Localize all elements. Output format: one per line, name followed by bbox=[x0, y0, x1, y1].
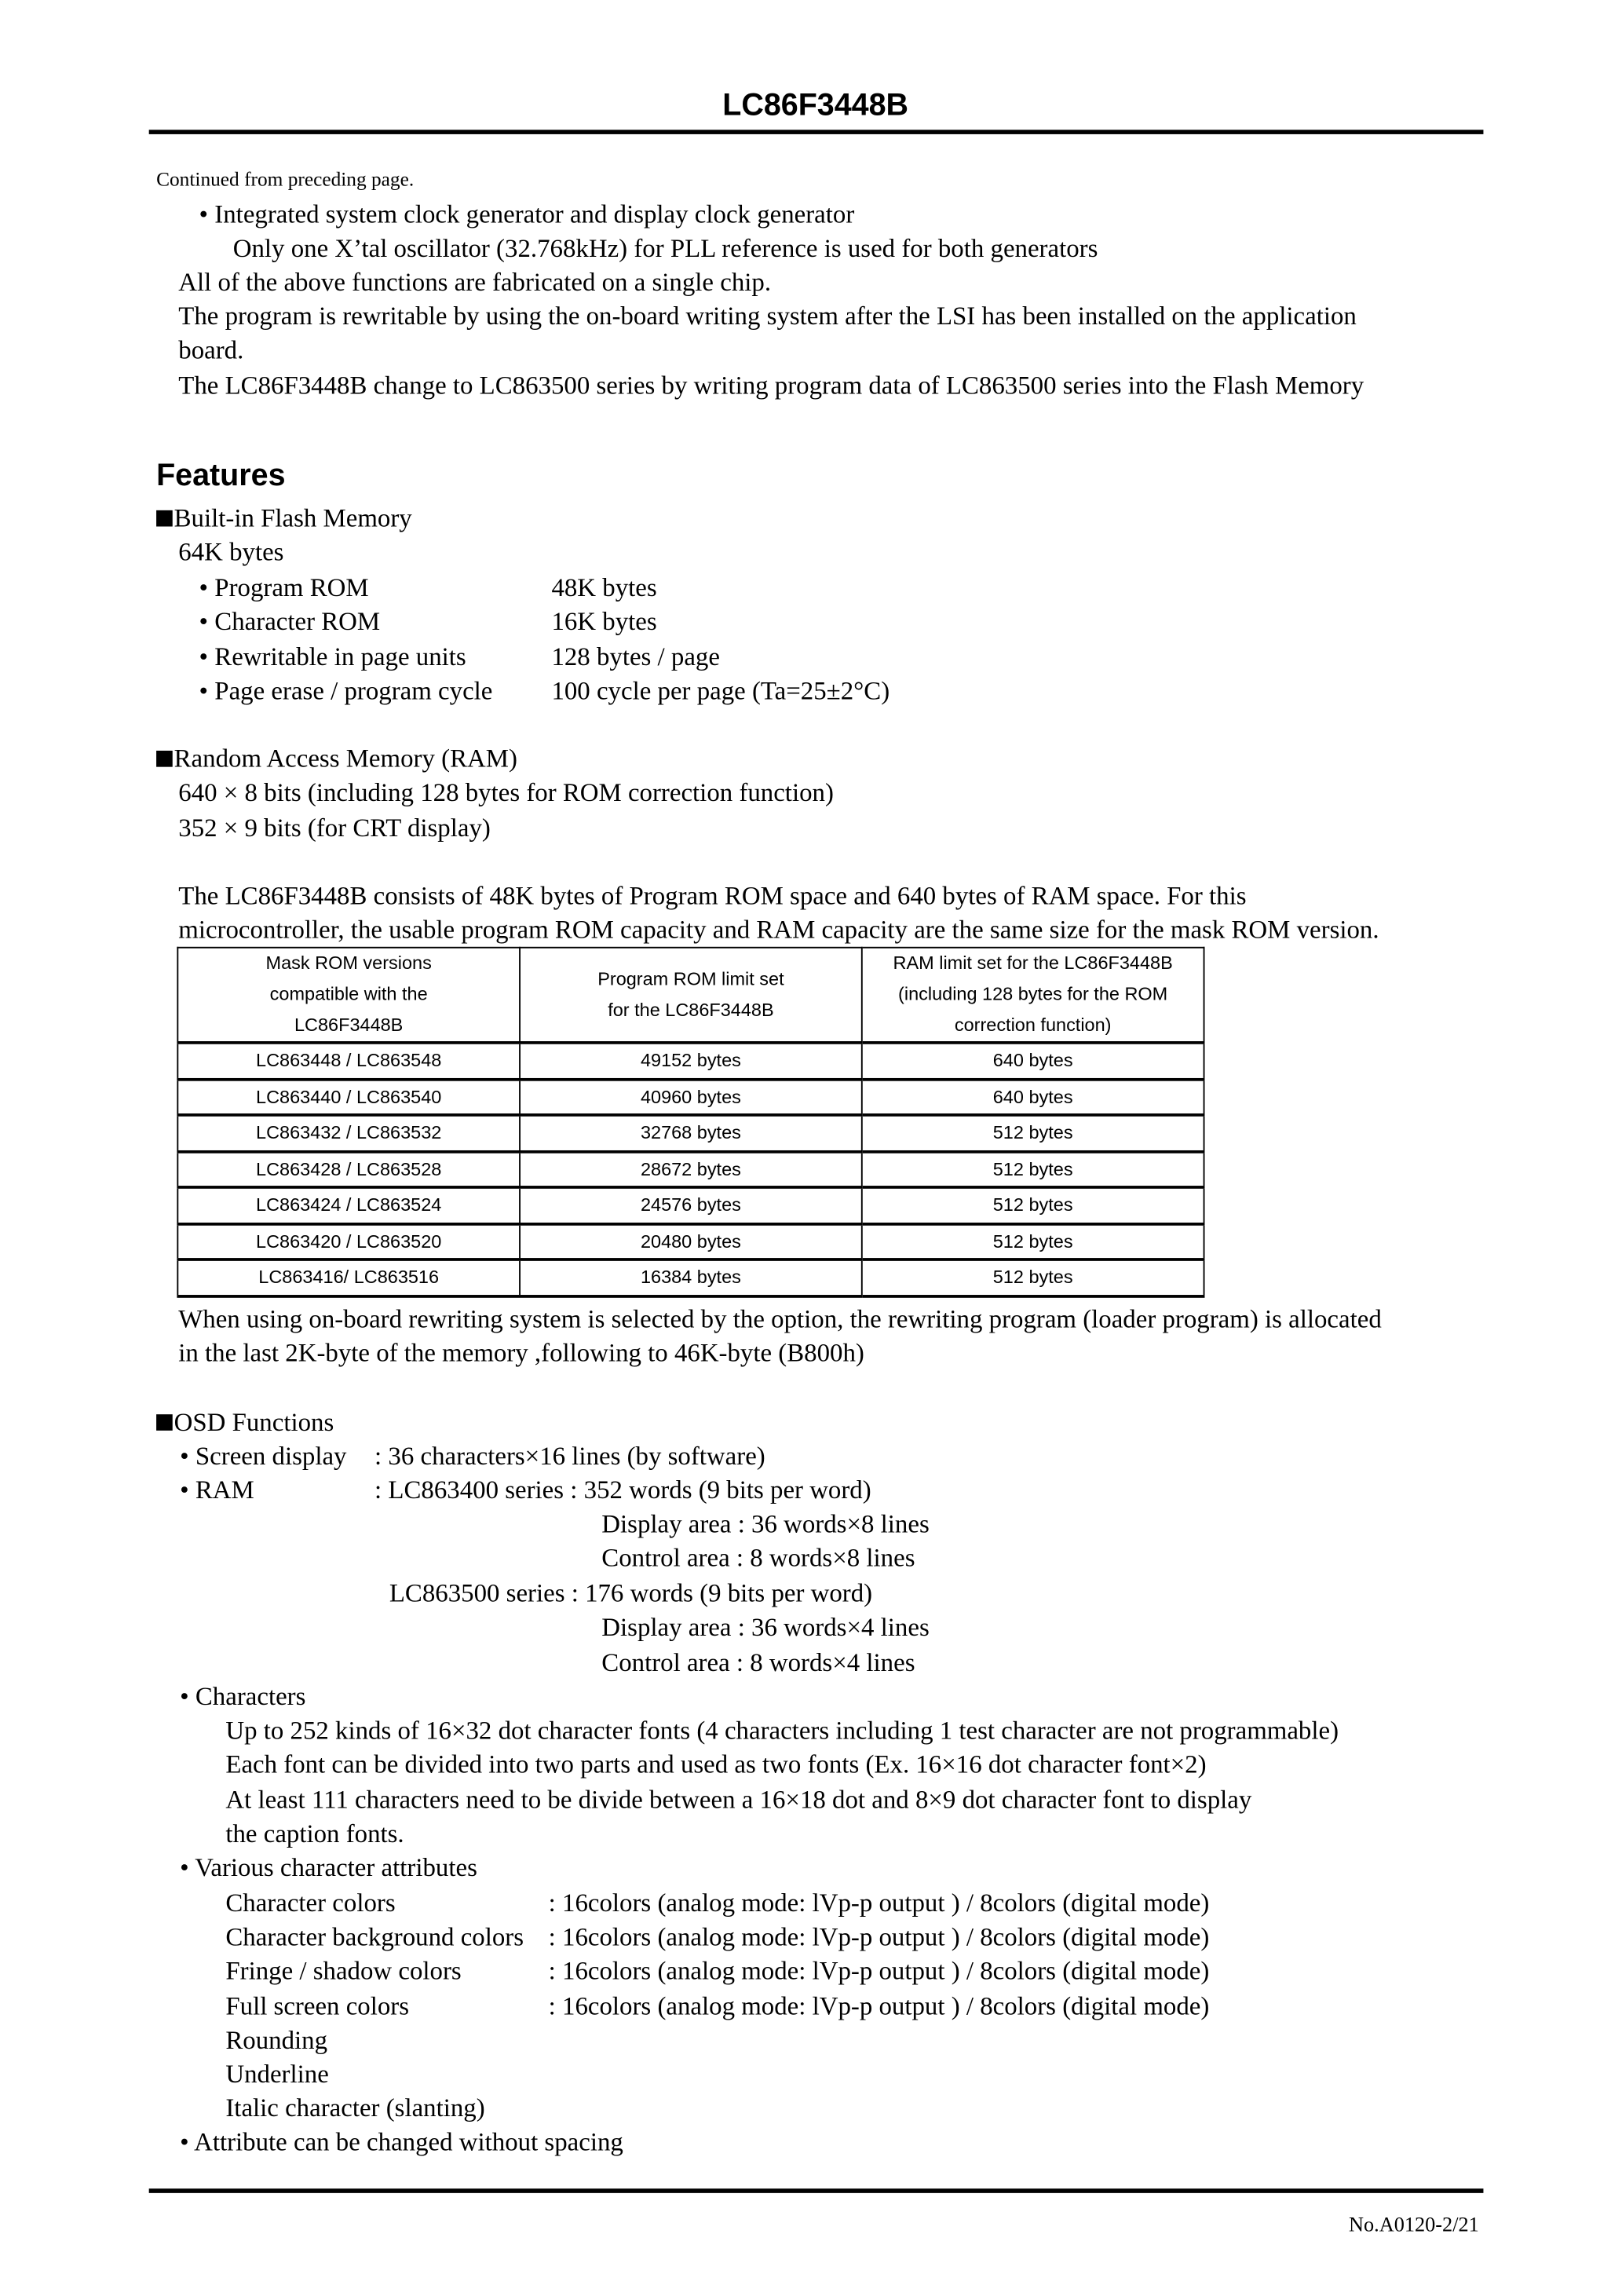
table-row bbox=[177, 1079, 1204, 1115]
attr-extra: Underline bbox=[225, 2059, 329, 2089]
table-cell: LC863432 / LC863532 bbox=[177, 1115, 520, 1151]
table-header-cell bbox=[862, 948, 1204, 1043]
document-title: LC86F3448B bbox=[722, 88, 909, 122]
header-line: Program ROM limit set bbox=[597, 968, 784, 989]
table-cell: 20480 bytes bbox=[520, 1223, 862, 1260]
flash-item-label: Program ROM bbox=[214, 572, 369, 602]
text: Screen display bbox=[195, 1440, 347, 1471]
attr-label: Fringe / shadow colors bbox=[225, 1956, 462, 1986]
osd-ram-400-ctrl: Control area : 8 words×8 lines bbox=[601, 1542, 915, 1573]
table-row bbox=[177, 1260, 1204, 1296]
chars-line: At least 111 characters need to be divide between a 16×18 dot and 8×9 dot character font to display bbox=[225, 1783, 1252, 1814]
text: Built-in Flash Memory bbox=[174, 503, 412, 533]
intro-sub: Only one X’tal oscillator (32.768kHz) for PLL reference is used for both generators bbox=[232, 232, 1098, 263]
bullet-icon: • bbox=[199, 641, 209, 671]
table-cell: 32768 bytes bbox=[520, 1115, 862, 1151]
table-cell: 512 bytes bbox=[862, 1187, 1204, 1223]
flash-item bbox=[199, 606, 381, 636]
osd-ram bbox=[180, 1475, 254, 1504]
header-line: RAM limit set for the LC86F3448B bbox=[893, 952, 1173, 974]
table-cell: LC863428 / LC863528 bbox=[177, 1151, 520, 1187]
intro-line: board. bbox=[178, 335, 244, 364]
table-cell: 28672 bytes bbox=[520, 1151, 862, 1187]
attr-label: Character colors bbox=[225, 1888, 396, 1918]
table-header-row bbox=[177, 948, 1204, 1043]
header-line: for the LC86F3448B bbox=[608, 999, 774, 1020]
table-cell: 640 bytes bbox=[862, 1079, 1204, 1115]
header-line: correction function) bbox=[954, 1015, 1112, 1036]
osd-attr bbox=[180, 1852, 477, 1882]
attr-value: : 16colors (analog mode: lVp-p output ) / 8colors (digital mode) bbox=[548, 1888, 1210, 1918]
text: Various character attributes bbox=[195, 1852, 477, 1882]
table-cell: 512 bytes bbox=[862, 1151, 1204, 1187]
text: RAM bbox=[195, 1475, 254, 1504]
table-cell: 16384 bytes bbox=[520, 1260, 862, 1296]
intro-bullet bbox=[199, 199, 855, 229]
page-number: No.A0120-2/21 bbox=[1349, 2215, 1479, 2238]
table-cell: LC863420 / LC863520 bbox=[177, 1223, 520, 1260]
ram-line: 352 × 9 bits (for CRT display) bbox=[178, 812, 491, 843]
osd-ram-400: : LC863400 series : 352 words (9 bits per word) bbox=[374, 1475, 871, 1504]
osd-screen bbox=[180, 1441, 346, 1471]
table-row bbox=[177, 1187, 1204, 1223]
square-bullet-icon bbox=[156, 751, 173, 767]
flash-item-label: Character ROM bbox=[214, 606, 381, 637]
header-line: Mask ROM versions bbox=[265, 952, 432, 974]
chars-line: Each font can be divided into two parts and used as two fonts (Ex. 16×16 dot character font×2) bbox=[225, 1749, 1207, 1779]
table-cell: 512 bytes bbox=[862, 1223, 1204, 1260]
intro-line: All of the above functions are fabricated on a single chip. bbox=[178, 266, 772, 297]
footer-rule bbox=[149, 2188, 1484, 2192]
paragraph: When using on-board rewriting system is selected by the option, the rewriting program (loader program) is allocated bbox=[178, 1303, 1382, 1333]
paragraph: in the last 2K-byte of the memory ,following to 46K-byte (B800h) bbox=[178, 1337, 864, 1368]
table-cell: LC863424 / LC863524 bbox=[177, 1187, 520, 1223]
osd-ram-500-disp: Display area : 36 words×4 lines bbox=[601, 1611, 930, 1642]
flash-item bbox=[199, 572, 369, 602]
continued-note: Continued from preceding page. bbox=[156, 168, 415, 191]
header-line: (including 128 bytes for the ROM bbox=[898, 983, 1168, 1005]
table-cell: 512 bytes bbox=[862, 1115, 1204, 1151]
paragraph: microcontroller, the usable program ROM capacity and RAM capacity are the same size for the mask ROM version. bbox=[178, 914, 1379, 945]
flash-item-value: 100 cycle per page (Ta=25±2°C) bbox=[551, 675, 890, 705]
bullet-icon: • bbox=[199, 572, 209, 602]
table-cell: 24576 bytes bbox=[520, 1187, 862, 1223]
text: Random Access Memory (RAM) bbox=[174, 743, 517, 773]
osd-ram-500: LC863500 series : 176 words (9 bits per word) bbox=[389, 1578, 873, 1608]
header-line: LC86F3448B bbox=[294, 1015, 404, 1036]
bullet-icon: • bbox=[199, 606, 209, 637]
flash-size: 64K bytes bbox=[178, 536, 284, 567]
intro-line: The program is rewritable by using the on-board writing system after the LSI has been installed on the application bbox=[178, 301, 1357, 331]
table-header-cell bbox=[520, 948, 862, 1043]
table-cell: LC863440 / LC863540 bbox=[177, 1079, 520, 1115]
bullet-icon: • bbox=[199, 675, 209, 705]
attr-value: : 16colors (analog mode: lVp-p output ) / 8colors (digital mode) bbox=[548, 1921, 1210, 1952]
table-row bbox=[177, 1223, 1204, 1260]
text: Attribute can be changed without spacing bbox=[194, 2126, 623, 2156]
bullet-icon: • bbox=[180, 1852, 189, 1882]
header-line: compatible with the bbox=[269, 983, 428, 1005]
header-rule bbox=[149, 130, 1484, 133]
features-heading: Features bbox=[156, 459, 286, 493]
rom-ram-table bbox=[177, 947, 1204, 1297]
ram-title bbox=[156, 744, 517, 773]
flash-item-label: Page erase / program cycle bbox=[214, 675, 493, 705]
flash-item-value: 48K bytes bbox=[551, 572, 657, 602]
table-row bbox=[177, 1043, 1204, 1079]
osd-ram-500-ctrl: Control area : 8 words×4 lines bbox=[601, 1647, 915, 1677]
intro-line: The LC86F3448B change to LC863500 series by writing program data of LC863500 series into the Flash Memory bbox=[178, 370, 1364, 400]
table-row bbox=[177, 1151, 1204, 1187]
attr-value: : 16colors (analog mode: lVp-p output ) / 8colors (digital mode) bbox=[548, 1956, 1210, 1986]
attr-label: Character background colors bbox=[225, 1921, 524, 1952]
chars-line: the caption fonts. bbox=[225, 1818, 404, 1848]
flash-item bbox=[199, 641, 466, 671]
square-bullet-icon bbox=[156, 1414, 173, 1431]
square-bullet-icon bbox=[156, 510, 173, 527]
bullet-icon: • bbox=[180, 1681, 189, 1711]
bullet-icon: • bbox=[180, 1475, 189, 1504]
osd-screen-value: : 36 characters×16 lines (by software) bbox=[374, 1440, 765, 1471]
osd-last bbox=[180, 2126, 623, 2156]
table-cell: LC863416/ LC863516 bbox=[177, 1260, 520, 1296]
flash-title bbox=[156, 503, 412, 532]
flash-item-value: 128 bytes / page bbox=[551, 641, 720, 671]
bullet-icon: • bbox=[199, 199, 209, 229]
paragraph: The LC86F3448B consists of 48K bytes of Program ROM space and 640 bytes of RAM space. For this bbox=[178, 880, 1247, 910]
flash-item-value: 16K bytes bbox=[551, 606, 657, 637]
table-cell: 512 bytes bbox=[862, 1260, 1204, 1296]
osd-title bbox=[156, 1407, 334, 1437]
ram-line: 640 × 8 bits (including 128 bytes for ROM correction function) bbox=[178, 777, 834, 807]
table-cell: LC863448 / LC863548 bbox=[177, 1043, 520, 1079]
flash-item bbox=[199, 675, 493, 705]
chars-line: Up to 252 kinds of 16×32 dot character fonts (4 characters including 1 test character are not programmable) bbox=[225, 1715, 1339, 1745]
bullet-icon: • bbox=[180, 2126, 189, 2156]
table-header-cell bbox=[177, 948, 520, 1043]
table-cell: 640 bytes bbox=[862, 1043, 1204, 1079]
table-cell: 40960 bytes bbox=[520, 1079, 862, 1115]
text: Characters bbox=[195, 1681, 306, 1711]
osd-chars bbox=[180, 1681, 305, 1711]
attr-label: Full screen colors bbox=[225, 1990, 410, 2020]
table-row bbox=[177, 1115, 1204, 1151]
osd-ram-400-disp: Display area : 36 words×8 lines bbox=[601, 1508, 930, 1538]
attr-extra: Rounding bbox=[225, 2024, 328, 2055]
table-cell: 49152 bytes bbox=[520, 1043, 862, 1079]
attr-value: : 16colors (analog mode: lVp-p output ) / 8colors (digital mode) bbox=[548, 1990, 1210, 2020]
bullet-icon: • bbox=[180, 1440, 189, 1471]
attr-extra: Italic character (slanting) bbox=[225, 2093, 485, 2123]
flash-item-label: Rewritable in page units bbox=[214, 641, 466, 671]
text: Integrated system clock generator and display clock generator bbox=[214, 199, 855, 229]
text: OSD Functions bbox=[174, 1406, 334, 1437]
